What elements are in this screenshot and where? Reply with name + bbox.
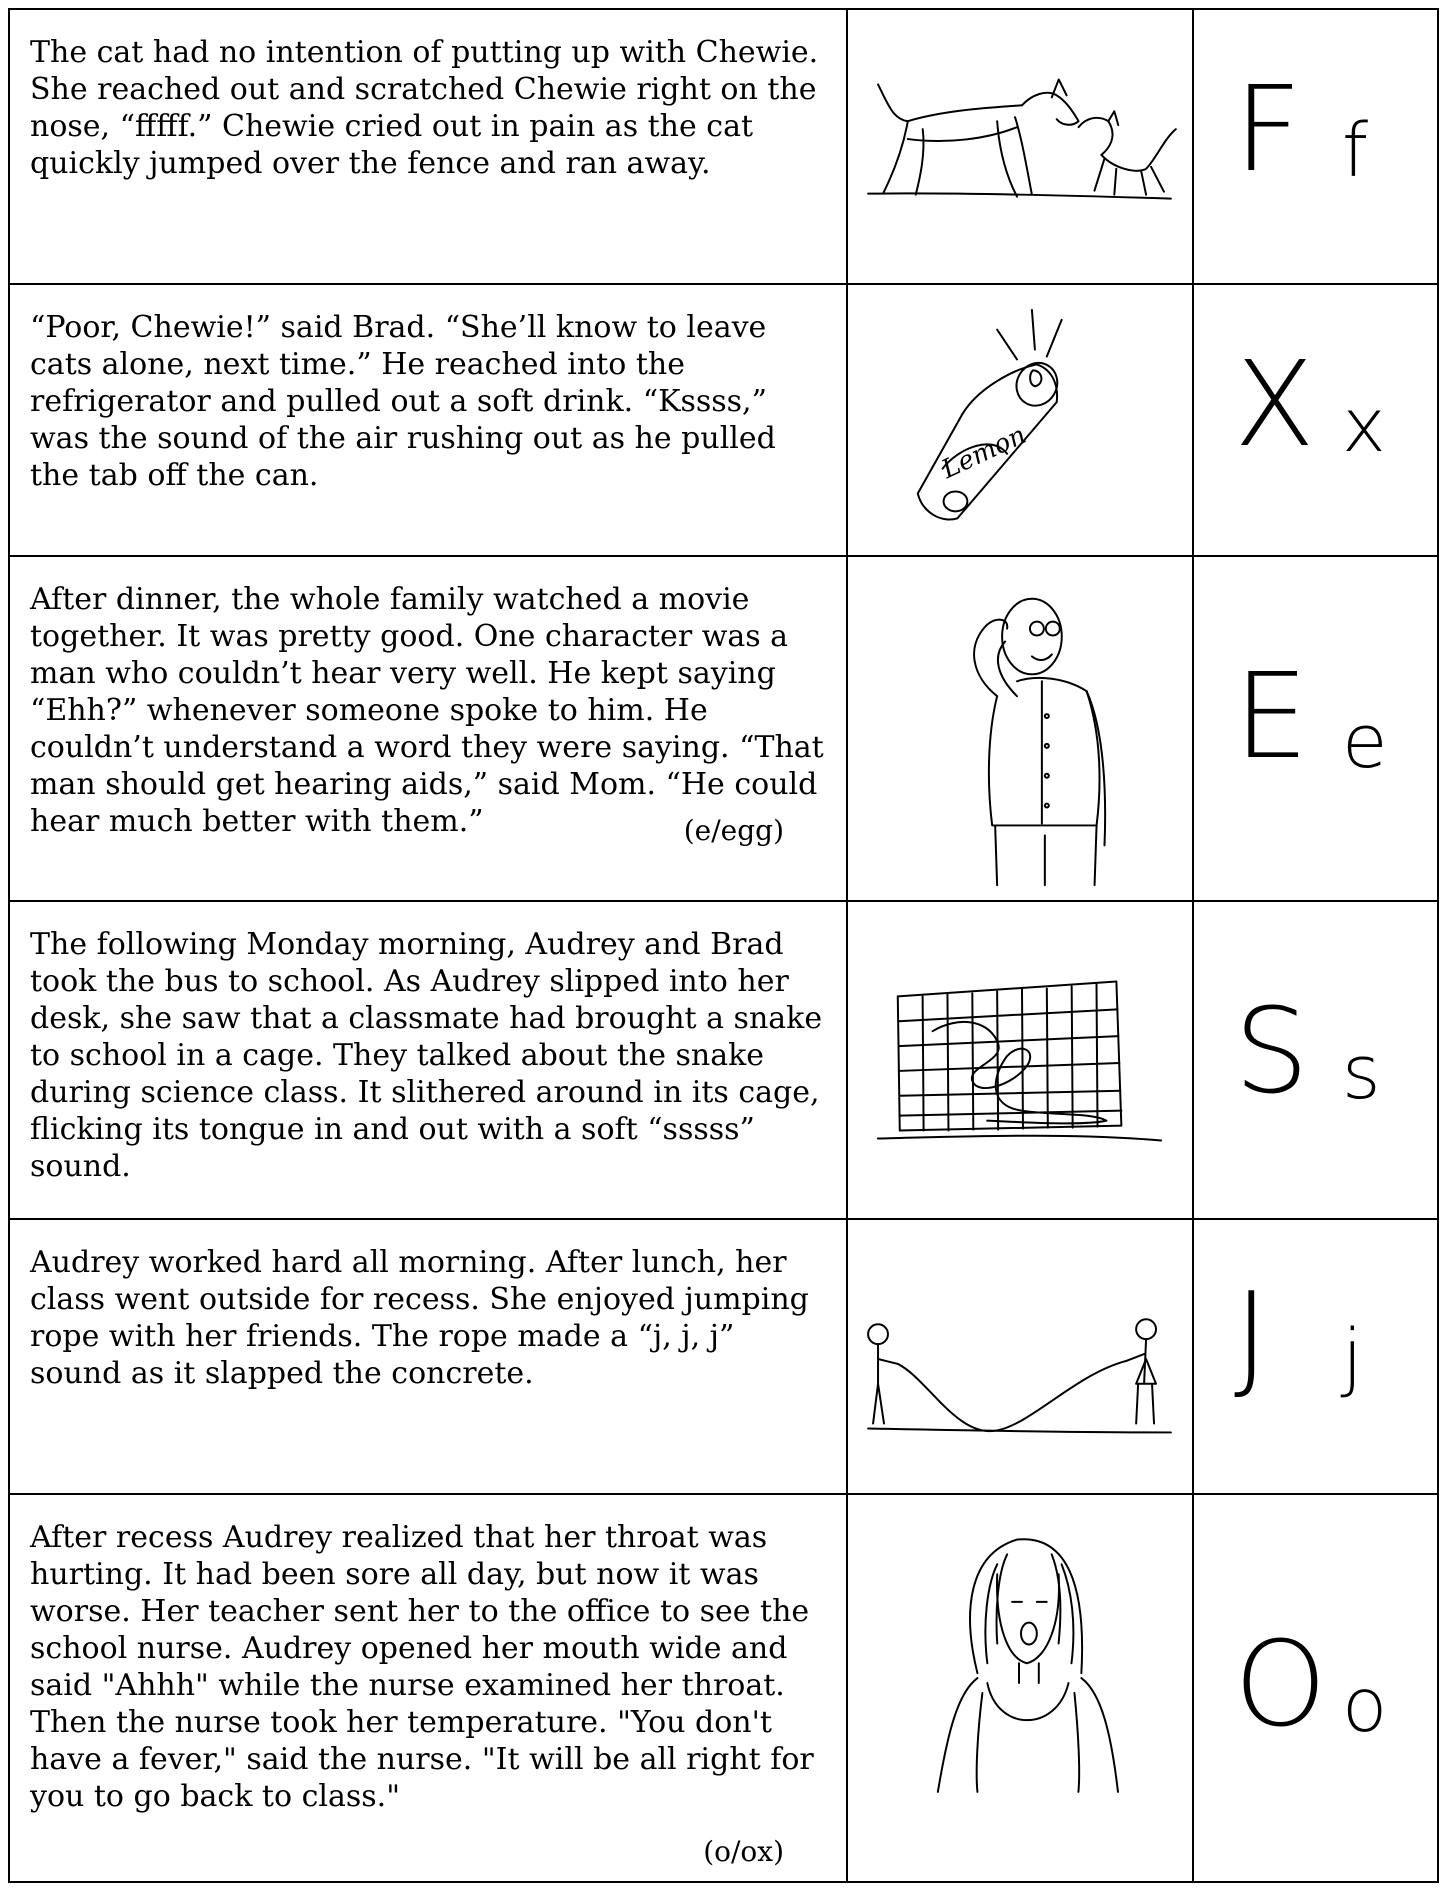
uppercase-letter: F <box>1234 60 1302 198</box>
lowercase-letter: e <box>1342 699 1388 785</box>
uppercase-letter: S <box>1234 982 1309 1120</box>
phonics-note: (o/ox) <box>703 1835 784 1868</box>
story-row-e <box>10 555 1437 900</box>
letter-cell <box>1194 1495 1437 1881</box>
story-text-cell <box>10 285 848 555</box>
lowercase-letter: x <box>1342 383 1386 469</box>
story-row-x <box>10 283 1437 555</box>
uppercase-letter: J <box>1234 1266 1269 1404</box>
lowercase-letter: j <box>1342 1314 1363 1400</box>
girl-open-mouth-illustration <box>848 1495 1194 1881</box>
man-scratching-head-illustration <box>848 557 1194 900</box>
story-row-o <box>10 1493 1437 1883</box>
dog-and-cat-illustration <box>848 10 1194 283</box>
letter-cell <box>1194 285 1437 555</box>
story-text-cell <box>10 1495 848 1881</box>
story-paragraph: “Poor, Chewie!” said Brad. “She’ll know to leave cats alone, next time.” He reached into the refrigerator and pulled out a soft drink. “Kssss,” was the sound of the air rushing out as he pulled the tab off the can. <box>30 310 776 493</box>
story-text-cell <box>10 902 848 1218</box>
lowercase-letter: s <box>1342 1030 1381 1116</box>
girls-jumping-rope-illustration <box>848 1220 1194 1493</box>
letter-cell <box>1194 10 1437 283</box>
story-paragraph: After dinner, the whole family watched a movie together. It was pretty good. One character was a man who couldn’t hear very well. He kept saying “Ehh?” whenever someone spoke to him. He couldn’t understand a word they were saying. “That man should get hearing aids,” said Mom. “He could hear much better with them.” <box>30 582 824 839</box>
story-row-f <box>10 8 1437 283</box>
can-label-text: Lemon <box>937 420 1031 486</box>
story-text-cell <box>10 10 848 283</box>
letter-cell <box>1194 902 1437 1218</box>
story-row-j <box>10 1218 1437 1493</box>
story-paragraph: Audrey worked hard all morning. After lunch, her class went outside for recess. She enjoyed jumping rope with her friends. The rope made a “j, j, j” sound as it slapped the concrete. <box>30 1245 809 1391</box>
soda-can-illustration <box>848 285 1194 555</box>
story-row-s <box>10 900 1437 1218</box>
uppercase-letter: O <box>1234 1615 1327 1753</box>
lowercase-letter: o <box>1342 1663 1388 1749</box>
story-paragraph: The following Monday morning, Audrey and Brad took the bus to school. As Audrey slipped into her desk, she saw that a classmate had brought a snake to school in a cage. They talked about the snake during science class. It slithered around in its cage, flicking its tongue in and out with a soft “sssss” sound. <box>30 927 823 1184</box>
letter-cell <box>1194 1220 1437 1493</box>
story-text-cell <box>10 557 848 900</box>
uppercase-letter: E <box>1234 647 1309 785</box>
phonics-note: (e/egg) <box>683 814 784 847</box>
snake-in-cage-illustration <box>848 902 1194 1218</box>
story-text-cell <box>10 1220 848 1493</box>
story-paragraph: After recess Audrey realized that her throat was hurting. It had been sore all day, but now it was worse. Her teacher sent her to the office to see the school nurse. Audrey opened her mouth wide and said "Ahhh" while the nurse examined her throat. Then the nurse took her temperature. "You don't have a fever," said the nurse. "It will be all right for you to go back to class." <box>30 1520 814 1814</box>
story-paragraph: The cat had no intention of putting up with Chewie. She reached out and scratched Chewie right on the nose, “fffff.” Chewie cried out in pain as the cat quickly jumped over the fence and ran away. <box>30 35 819 181</box>
lowercase-letter: f <box>1342 108 1369 194</box>
uppercase-letter: X <box>1234 335 1315 473</box>
phonics-story-sheet <box>8 8 1439 1883</box>
letter-cell <box>1194 557 1437 900</box>
